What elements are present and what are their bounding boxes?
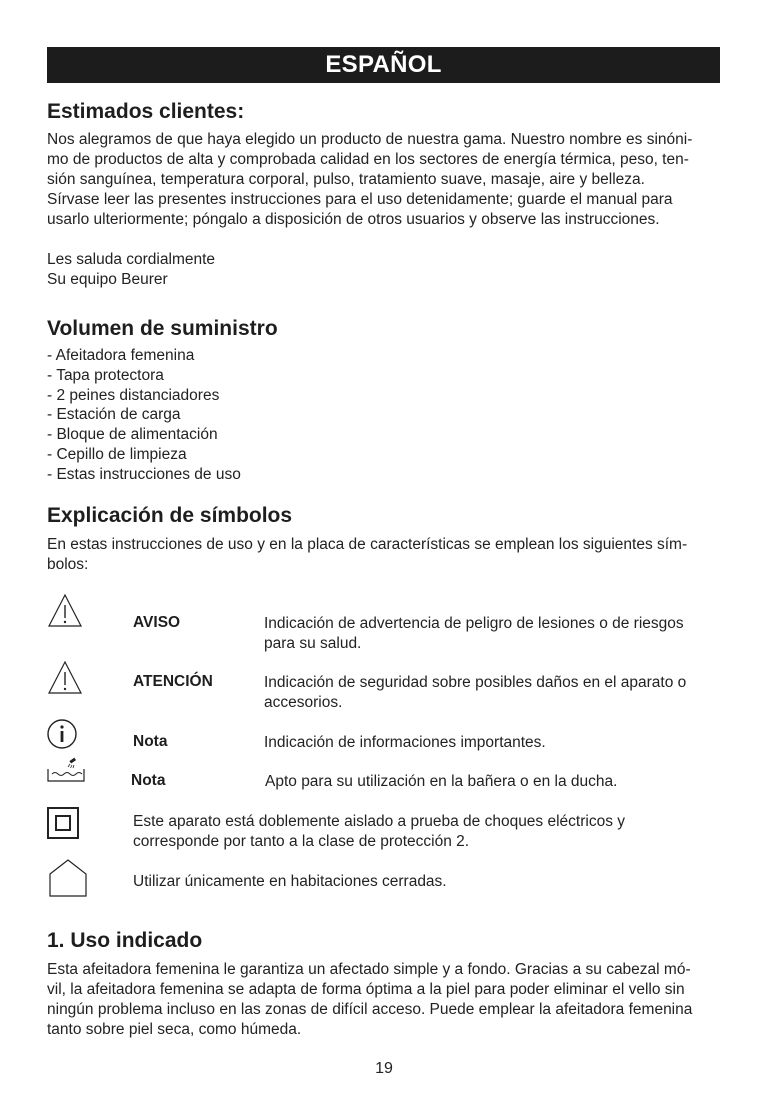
symbol-description [264,733,546,753]
list-item: - Afeitadora femenina [47,347,195,364]
intro-line: Sírvase leer las presentes instrucciones para el uso detenidamente; guarde el manual para [47,191,673,208]
intro-line: mo de productos de alta y comprobada calidad en los sectores de energía térmica, peso, ten- [47,151,689,168]
list-item: - Cepillo de limpieza [47,445,187,463]
use-line: ningún problema incluso en las zonas de difícil acceso. Puede emplear la afeitadora femenina [47,1001,693,1018]
symbols-intro [47,535,727,575]
list-item: - Estas instrucciones de uso [47,465,241,483]
symbol-description [265,772,617,792]
symbol-description-line: corresponde por tanto a la clase de protección 2. [133,833,470,850]
use-paragraph [47,960,727,1040]
symbol-description-line: accesorios. [264,694,343,711]
symbol-description-line: Apto para su utilización en la bañera o en la ducha. [265,773,618,790]
symbols-intro-line: bolos: [47,556,89,573]
warning-triangle-icon [47,593,83,629]
list-item: - Bloque de alimentación [47,426,218,444]
supply-heading: Volumen de suministro [47,317,278,340]
symbol-description-line: Este aparato está doblemente aislado a prueba de choques eléctricos y [133,813,626,830]
greeting-line: Su equipo Beurer [47,271,168,288]
bath-shower-icon [46,757,86,785]
intro-heading: Estimados clientes: [47,100,245,123]
double-insulation-icon [46,806,80,840]
symbol-description [133,872,447,892]
supply-list [47,346,241,485]
intro-line: sión sanguínea, temperatura corporal, pulso, tratamiento suave, masaje, aire y belleza. [47,171,645,188]
page-number: 19 [375,1060,393,1077]
symbol-description-line: Indicación de informaciones importantes. [264,734,546,751]
intro-paragraph [47,130,727,230]
symbol-description-line: para su salud. [264,635,362,652]
language-banner [47,47,720,83]
use-heading: 1. Uso indicado [47,929,203,952]
intro-line: usarlo ulteriormente; póngalo a disposición de otros usuarios y observe las instrucciones. [47,211,660,228]
intro-line: Nos alegramos de que haya elegido un producto de nuestra gama. Nuestro nombre es sinóni- [47,131,693,148]
info-circle-icon [46,718,78,750]
symbol-term: Nota [133,733,168,750]
use-line: vil, la afeitadora femenina se adapta de forma óptima a la piel para poder eliminar el vello sin [47,981,685,998]
symbol-term: ATENCIÓN [133,673,213,690]
symbol-description [264,614,684,654]
use-line: Esta afeitadora femenina le garantiza un afectado simple y a fondo. Gracias a su cabezal mó- [47,961,691,978]
list-item: - Estación de carga [47,406,181,424]
greeting-line: Les saluda cordialmente [47,251,216,268]
use-line: tanto sobre piel seca, como húmeda. [47,1021,302,1038]
greeting [47,250,727,290]
symbol-description [133,812,625,852]
list-item: - Tapa protectora [47,366,164,384]
warning-triangle-icon [47,660,83,696]
symbol-description-line: Indicación de advertencia de peligro de lesiones o de riesgos [264,615,684,632]
symbol-term: AVISO [133,614,181,631]
symbol-term: Nota [131,772,166,789]
list-item: - 2 peines distanciadores [47,386,220,404]
symbol-description-line: Indicación de seguridad sobre posibles daños en el aparato o [264,674,687,691]
symbol-description [264,673,686,713]
symbols-heading: Explicación de símbolos [47,504,293,527]
language-title: ESPAÑOL [325,51,442,78]
symbols-intro-line: En estas instrucciones de uso y en la placa de características se emplean los siguientes sím- [47,536,688,553]
indoor-house-icon [48,858,88,898]
symbol-description-line: Utilizar únicamente en habitaciones cerradas. [133,873,447,890]
